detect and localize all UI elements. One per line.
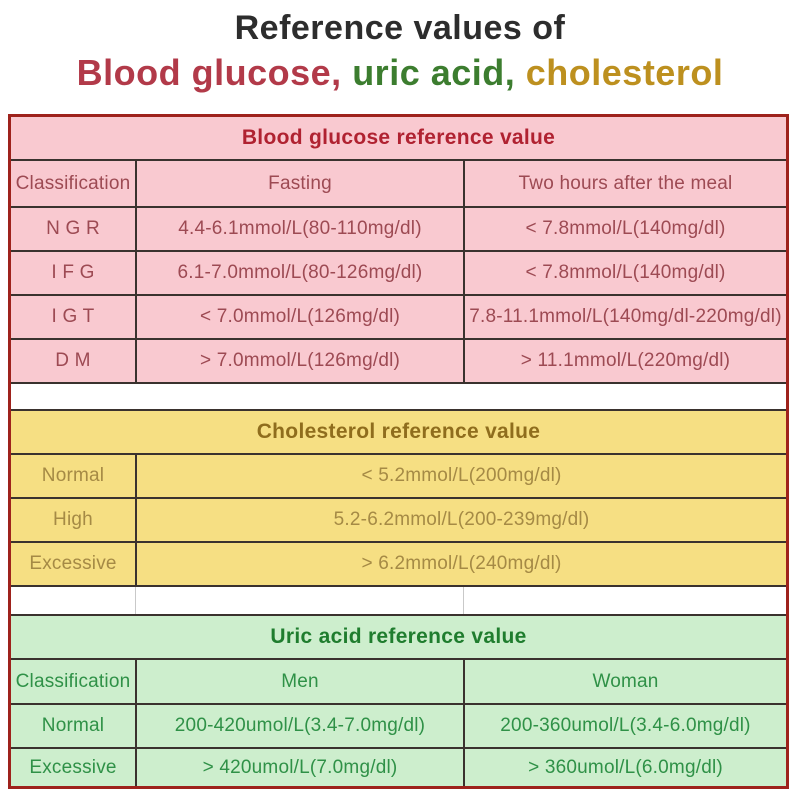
row-label: Excessive [29, 553, 117, 574]
blood-glucose-table [11, 117, 786, 384]
table-row-excessive [11, 747, 786, 786]
cell-value: 200-420umol/L(3.4-7.0mg/dl) [135, 705, 463, 747]
title-segment-cholesterol: cholesterol [515, 51, 724, 93]
cholesterol-table [11, 409, 786, 587]
cell-value: < 7.8mmol/L(140mg/dl) [463, 208, 786, 250]
table-row-ifg [11, 250, 786, 294]
blood-glucose-header-row [11, 159, 786, 206]
cell-value: < 7.0mmol/L(126mg/dl) [135, 296, 463, 338]
cell-value: > 420umol/L(7.0mg/dl) [135, 749, 463, 786]
column-divider-line [135, 587, 136, 614]
blood-glucose-table-title-row [11, 117, 786, 159]
cell-value: > 11.1mmol/L(220mg/dl) [463, 340, 786, 382]
table-row-ngr [11, 206, 786, 250]
row-label: I G T [51, 306, 95, 327]
table-row-excessive [11, 541, 786, 585]
column-header: Men [135, 660, 463, 703]
title-segment-blood-glucose: Blood glucose, [76, 51, 342, 93]
row-label: N G R [46, 218, 100, 239]
uric-acid-header-row [11, 658, 786, 703]
cell-value: < 7.8mmol/L(140mg/dl) [463, 252, 786, 294]
column-divider-line [463, 587, 464, 614]
cell-value: 5.2-6.2mmol/L(200-239mg/dl) [135, 499, 786, 541]
row-label: High [53, 509, 93, 530]
cell-value: > 6.2mmol/L(240mg/dl) [135, 543, 786, 585]
cell-value: > 360umol/L(6.0mg/dl) [463, 749, 786, 786]
blood-glucose-table-title: Blood glucose reference value [241, 126, 556, 149]
tables-frame [8, 114, 789, 789]
uric-acid-table-title: Uric acid reference value [270, 625, 527, 648]
uric-acid-table-title-row [11, 616, 786, 658]
cell-value: < 5.2mmol/L(200mg/dl) [135, 455, 786, 497]
column-header: Two hours after the meal [463, 161, 786, 206]
title-line-1: Reference values of [234, 9, 566, 47]
table-row-igt [11, 294, 786, 338]
cell-value: 6.1-7.0mmol/L(80-126mg/dl) [135, 252, 463, 294]
page-title [0, 8, 800, 94]
table-row-normal [11, 703, 786, 747]
column-header: Classification [15, 172, 131, 194]
cell-value: > 7.0mmol/L(126mg/dl) [135, 340, 463, 382]
column-header: Fasting [135, 161, 463, 206]
row-label: Normal [41, 465, 105, 486]
table-row-normal [11, 453, 786, 497]
table-row-dm [11, 338, 786, 382]
row-label: Excessive [29, 756, 117, 778]
title-line-2 [0, 51, 800, 94]
column-header: Woman [463, 660, 786, 703]
table-row-high [11, 497, 786, 541]
section-gap [11, 587, 786, 614]
column-header: Classification [15, 670, 131, 692]
cell-value: 7.8-11.1mmol/L(140mg/dl-220mg/dl) [463, 296, 786, 338]
cell-value: 200-360umol/L(3.4-6.0mg/dl) [463, 705, 786, 747]
cholesterol-table-title-row [11, 411, 786, 453]
uric-acid-table [11, 614, 786, 786]
row-label: Normal [41, 715, 105, 736]
section-gap [11, 384, 786, 409]
row-label: D M [55, 350, 91, 371]
row-label: I F G [51, 262, 95, 283]
title-segment-uric-acid: uric acid, [341, 51, 516, 93]
cholesterol-table-title: Cholesterol reference value [256, 420, 541, 443]
cell-value: 4.4-6.1mmol/L(80-110mg/dl) [135, 208, 463, 250]
